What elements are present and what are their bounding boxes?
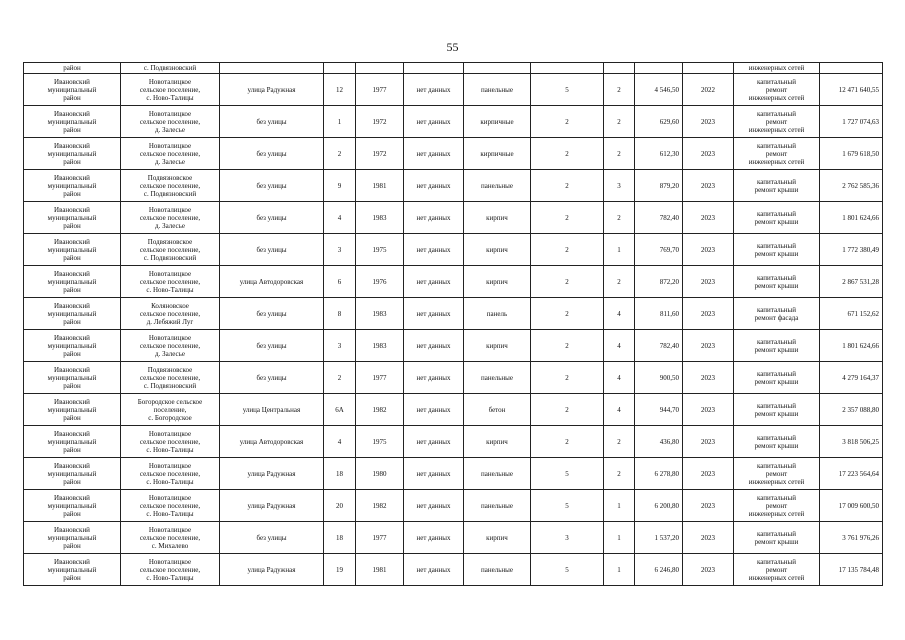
cost-cell: 1 801 624,66 bbox=[820, 330, 883, 362]
district-cell: Ивановский муниципальный район bbox=[24, 490, 121, 522]
table-row bbox=[24, 426, 883, 458]
plan-year-cell: 2023 bbox=[683, 330, 734, 362]
district-cell: Ивановский муниципальный район bbox=[24, 394, 121, 426]
cost-cell: 1 679 618,50 bbox=[820, 138, 883, 170]
data-status-cell: нет данных bbox=[404, 106, 464, 138]
street-cell: без улицы bbox=[220, 522, 324, 554]
wall-material-cell: панельные bbox=[464, 458, 531, 490]
entrances-cell: 2 bbox=[604, 458, 635, 490]
house-number-cell bbox=[324, 63, 356, 74]
entrances-cell: 4 bbox=[604, 330, 635, 362]
table-row bbox=[24, 554, 883, 586]
build-year-cell: 1981 bbox=[356, 554, 404, 586]
work-type-cell: капитальный ремонт крыши bbox=[734, 522, 820, 554]
work-type-cell: капитальный ремонт крыши bbox=[734, 426, 820, 458]
table-row bbox=[24, 106, 883, 138]
settlement-cell: Новоталицкое сельское поселение, с. Ново-Талицы bbox=[121, 74, 220, 106]
wall-material-cell bbox=[464, 63, 531, 74]
settlement-cell: Новоталицкое сельское поселение, с. Ново-Талицы bbox=[121, 554, 220, 586]
table-row bbox=[24, 74, 883, 106]
floors-cell: 2 bbox=[531, 362, 604, 394]
entrances-cell: 4 bbox=[604, 394, 635, 426]
build-year-cell bbox=[356, 63, 404, 74]
street-cell: без улицы bbox=[220, 106, 324, 138]
street-cell: улица Радужная bbox=[220, 490, 324, 522]
house-number-cell: 4 bbox=[324, 426, 356, 458]
street-cell: без улицы bbox=[220, 298, 324, 330]
area-cell: 872,20 bbox=[635, 266, 683, 298]
build-year-cell: 1972 bbox=[356, 106, 404, 138]
plan-year-cell: 2023 bbox=[683, 138, 734, 170]
district-cell: Ивановский муниципальный район bbox=[24, 170, 121, 202]
district-cell: Ивановский муниципальный район bbox=[24, 234, 121, 266]
settlement-cell: Подвязновское сельское поселение, с. Подвязновский bbox=[121, 362, 220, 394]
plan-year-cell: 2023 bbox=[683, 170, 734, 202]
wall-material-cell: кирпичные bbox=[464, 138, 531, 170]
area-cell: 769,70 bbox=[635, 234, 683, 266]
floors-cell: 5 bbox=[531, 74, 604, 106]
work-type-cell: капитальный ремонт крыши bbox=[734, 330, 820, 362]
data-status-cell: нет данных bbox=[404, 330, 464, 362]
plan-year-cell: 2023 bbox=[683, 362, 734, 394]
area-cell: 1 537,20 bbox=[635, 522, 683, 554]
entrances-cell: 2 bbox=[604, 138, 635, 170]
work-type-cell: капитальный ремонт крыши bbox=[734, 266, 820, 298]
entrances-cell: 2 bbox=[604, 202, 635, 234]
data-status-cell: нет данных bbox=[404, 170, 464, 202]
cost-cell: 17 009 600,50 bbox=[820, 490, 883, 522]
floors-cell: 5 bbox=[531, 490, 604, 522]
district-cell: Ивановский муниципальный район bbox=[24, 458, 121, 490]
build-year-cell: 1982 bbox=[356, 394, 404, 426]
work-type-cell: капитальный ремонт крыши bbox=[734, 202, 820, 234]
wall-material-cell: панельные bbox=[464, 490, 531, 522]
wall-material-cell: кирпич bbox=[464, 234, 531, 266]
page-number: 55 bbox=[446, 40, 459, 54]
plan-year-cell: 2022 bbox=[683, 74, 734, 106]
house-number-cell: 3 bbox=[324, 234, 356, 266]
table-row bbox=[24, 394, 883, 426]
entrances-cell: 1 bbox=[604, 234, 635, 266]
housing-repair-table bbox=[23, 62, 883, 586]
district-cell: Ивановский муниципальный район bbox=[24, 330, 121, 362]
house-number-cell: 6А bbox=[324, 394, 356, 426]
house-number-cell: 18 bbox=[324, 458, 356, 490]
wall-material-cell: панельные bbox=[464, 362, 531, 394]
work-type-cell: капитальный ремонт инженерных сетей bbox=[734, 74, 820, 106]
wall-material-cell: панель bbox=[464, 298, 531, 330]
settlement-cell: Богородское сельское поселение, с. Богородское bbox=[121, 394, 220, 426]
street-cell: улица Центральная bbox=[220, 394, 324, 426]
house-number-cell: 4 bbox=[324, 202, 356, 234]
data-status-cell: нет данных bbox=[404, 202, 464, 234]
house-number-cell: 9 bbox=[324, 170, 356, 202]
area-cell: 629,60 bbox=[635, 106, 683, 138]
plan-year-cell: 2023 bbox=[683, 266, 734, 298]
build-year-cell: 1980 bbox=[356, 458, 404, 490]
wall-material-cell: панельные bbox=[464, 554, 531, 586]
data-status-cell: нет данных bbox=[404, 266, 464, 298]
area-cell: 6 278,80 bbox=[635, 458, 683, 490]
settlement-cell: Новоталицкое сельское поселение, д. Залесье bbox=[121, 202, 220, 234]
work-type-cell: капитальный ремонт инженерных сетей bbox=[734, 554, 820, 586]
cost-cell: 3 761 976,26 bbox=[820, 522, 883, 554]
house-number-cell: 20 bbox=[324, 490, 356, 522]
floors-cell: 3 bbox=[531, 522, 604, 554]
table-row bbox=[24, 266, 883, 298]
floors-cell: 2 bbox=[531, 330, 604, 362]
build-year-cell: 1983 bbox=[356, 298, 404, 330]
build-year-cell: 1983 bbox=[356, 330, 404, 362]
district-cell: Ивановский муниципальный район bbox=[24, 522, 121, 554]
build-year-cell: 1982 bbox=[356, 490, 404, 522]
cost-cell: 2 357 088,80 bbox=[820, 394, 883, 426]
data-status-cell: нет данных bbox=[404, 74, 464, 106]
area-cell: 782,40 bbox=[635, 330, 683, 362]
work-type-cell: капитальный ремонт инженерных сетей bbox=[734, 490, 820, 522]
district-cell: Ивановский муниципальный район bbox=[24, 74, 121, 106]
wall-material-cell: кирпич bbox=[464, 426, 531, 458]
street-cell: без улицы bbox=[220, 170, 324, 202]
wall-material-cell: бетон bbox=[464, 394, 531, 426]
data-status-cell: нет данных bbox=[404, 362, 464, 394]
district-cell: Ивановский муниципальный район bbox=[24, 554, 121, 586]
district-cell: Ивановский муниципальный район bbox=[24, 298, 121, 330]
house-number-cell: 12 bbox=[324, 74, 356, 106]
table-row bbox=[24, 330, 883, 362]
district-cell: Ивановский муниципальный район bbox=[24, 202, 121, 234]
plan-year-cell: 2023 bbox=[683, 458, 734, 490]
work-type-cell: капитальный ремонт фасада bbox=[734, 298, 820, 330]
data-status-cell: нет данных bbox=[404, 522, 464, 554]
floors-cell: 2 bbox=[531, 234, 604, 266]
floors-cell: 2 bbox=[531, 170, 604, 202]
cost-cell: 1 801 624,66 bbox=[820, 202, 883, 234]
cost-cell bbox=[820, 63, 883, 74]
build-year-cell: 1975 bbox=[356, 234, 404, 266]
wall-material-cell: кирпич bbox=[464, 266, 531, 298]
street-cell: улица Автодоровская bbox=[220, 426, 324, 458]
plan-year-cell: 2023 bbox=[683, 522, 734, 554]
plan-year-cell: 2023 bbox=[683, 490, 734, 522]
table-row bbox=[24, 490, 883, 522]
floors-cell: 2 bbox=[531, 266, 604, 298]
street-cell: без улицы bbox=[220, 362, 324, 394]
area-cell: 900,50 bbox=[635, 362, 683, 394]
district-cell: Ивановский муниципальный район bbox=[24, 426, 121, 458]
plan-year-cell: 2023 bbox=[683, 106, 734, 138]
area-cell: 811,60 bbox=[635, 298, 683, 330]
table-row bbox=[24, 522, 883, 554]
cost-cell: 3 818 506,25 bbox=[820, 426, 883, 458]
wall-material-cell: кирпич bbox=[464, 522, 531, 554]
settlement-cell: Подвязновское сельское поселение, с. Подвязновский bbox=[121, 170, 220, 202]
street-cell: улица Автодоровская bbox=[220, 266, 324, 298]
build-year-cell: 1977 bbox=[356, 362, 404, 394]
table-row bbox=[24, 138, 883, 170]
table-row bbox=[24, 63, 883, 74]
work-type-cell: капитальный ремонт инженерных сетей bbox=[734, 138, 820, 170]
entrances-cell: 1 bbox=[604, 554, 635, 586]
settlement-cell: Подвязновское сельское поселение, с. Подвязновский bbox=[121, 234, 220, 266]
build-year-cell: 1976 bbox=[356, 266, 404, 298]
entrances-cell: 1 bbox=[604, 522, 635, 554]
area-cell: 612,30 bbox=[635, 138, 683, 170]
cost-cell: 2 867 531,28 bbox=[820, 266, 883, 298]
build-year-cell: 1972 bbox=[356, 138, 404, 170]
floors-cell: 2 bbox=[531, 394, 604, 426]
data-status-cell: нет данных bbox=[404, 394, 464, 426]
house-number-cell: 8 bbox=[324, 298, 356, 330]
settlement-cell: Новоталицкое сельское поселение, д. Залесье bbox=[121, 106, 220, 138]
house-number-cell: 1 bbox=[324, 106, 356, 138]
work-type-cell: капитальный ремонт крыши bbox=[734, 170, 820, 202]
work-type-cell: капитальный ремонт крыши bbox=[734, 394, 820, 426]
plan-year-cell: 2023 bbox=[683, 394, 734, 426]
street-cell: без улицы bbox=[220, 234, 324, 266]
floors-cell: 2 bbox=[531, 202, 604, 234]
plan-year-cell: 2023 bbox=[683, 234, 734, 266]
entrances-cell: 1 bbox=[604, 490, 635, 522]
table-row bbox=[24, 202, 883, 234]
wall-material-cell: кирпич bbox=[464, 202, 531, 234]
area-cell: 879,20 bbox=[635, 170, 683, 202]
area-cell: 782,40 bbox=[635, 202, 683, 234]
data-status-cell: нет данных bbox=[404, 554, 464, 586]
house-number-cell: 3 bbox=[324, 330, 356, 362]
wall-material-cell: кирпичные bbox=[464, 106, 531, 138]
plan-year-cell: 2023 bbox=[683, 202, 734, 234]
floors-cell: 2 bbox=[531, 138, 604, 170]
house-number-cell: 2 bbox=[324, 362, 356, 394]
district-cell: район bbox=[24, 63, 121, 74]
data-status-cell bbox=[404, 63, 464, 74]
data-status-cell: нет данных bbox=[404, 298, 464, 330]
build-year-cell: 1981 bbox=[356, 170, 404, 202]
table-row bbox=[24, 234, 883, 266]
entrances-cell: 2 bbox=[604, 106, 635, 138]
entrances-cell: 4 bbox=[604, 362, 635, 394]
street-cell: улица Радужная bbox=[220, 458, 324, 490]
floors-cell: 2 bbox=[531, 426, 604, 458]
settlement-cell: Новоталицкое сельское поселение, д. Залесье bbox=[121, 330, 220, 362]
wall-material-cell: панельные bbox=[464, 170, 531, 202]
entrances-cell: 3 bbox=[604, 170, 635, 202]
entrances-cell: 4 bbox=[604, 298, 635, 330]
table-body bbox=[24, 63, 883, 586]
street-cell: без улицы bbox=[220, 202, 324, 234]
district-cell: Ивановский муниципальный район bbox=[24, 362, 121, 394]
cost-cell: 1 727 074,63 bbox=[820, 106, 883, 138]
data-status-cell: нет данных bbox=[404, 234, 464, 266]
area-cell: 6 200,80 bbox=[635, 490, 683, 522]
work-type-cell: инженерных сетей bbox=[734, 63, 820, 74]
settlement-cell: Новоталицкое сельское поселение, с. Ново-Талицы bbox=[121, 426, 220, 458]
settlement-cell: Коляновское сельское поселение, д. Лебяжий Луг bbox=[121, 298, 220, 330]
street-cell: улица Радужная bbox=[220, 554, 324, 586]
district-cell: Ивановский муниципальный район bbox=[24, 138, 121, 170]
area-cell: 4 546,50 bbox=[635, 74, 683, 106]
table-row bbox=[24, 298, 883, 330]
plan-year-cell bbox=[683, 63, 734, 74]
street-cell: без улицы bbox=[220, 330, 324, 362]
data-status-cell: нет данных bbox=[404, 138, 464, 170]
house-number-cell: 6 bbox=[324, 266, 356, 298]
work-type-cell: капитальный ремонт инженерных сетей bbox=[734, 458, 820, 490]
area-cell: 436,80 bbox=[635, 426, 683, 458]
street-cell bbox=[220, 63, 324, 74]
cost-cell: 17 135 784,48 bbox=[820, 554, 883, 586]
work-type-cell: капитальный ремонт крыши bbox=[734, 234, 820, 266]
entrances-cell: 2 bbox=[604, 426, 635, 458]
cost-cell: 1 772 380,49 bbox=[820, 234, 883, 266]
table-row bbox=[24, 362, 883, 394]
wall-material-cell: панельные bbox=[464, 74, 531, 106]
cost-cell: 12 471 640,55 bbox=[820, 74, 883, 106]
settlement-cell: Новоталицкое сельское поселение, с. Михалево bbox=[121, 522, 220, 554]
floors-cell: 2 bbox=[531, 106, 604, 138]
entrances-cell: 2 bbox=[604, 266, 635, 298]
table-row bbox=[24, 170, 883, 202]
house-number-cell: 19 bbox=[324, 554, 356, 586]
street-cell: без улицы bbox=[220, 138, 324, 170]
build-year-cell: 1977 bbox=[356, 74, 404, 106]
data-status-cell: нет данных bbox=[404, 490, 464, 522]
floors-cell bbox=[531, 63, 604, 74]
build-year-cell: 1975 bbox=[356, 426, 404, 458]
cost-cell: 2 762 585,36 bbox=[820, 170, 883, 202]
district-cell: Ивановский муниципальный район bbox=[24, 106, 121, 138]
street-cell: улица Радужная bbox=[220, 74, 324, 106]
wall-material-cell: кирпич bbox=[464, 330, 531, 362]
floors-cell: 2 bbox=[531, 298, 604, 330]
house-number-cell: 2 bbox=[324, 138, 356, 170]
settlement-cell: Новоталицкое сельское поселение, с. Ново-Талицы bbox=[121, 266, 220, 298]
area-cell bbox=[635, 63, 683, 74]
table-row bbox=[24, 458, 883, 490]
house-number-cell: 18 bbox=[324, 522, 356, 554]
work-type-cell: капитальный ремонт крыши bbox=[734, 362, 820, 394]
settlement-cell: Новоталицкое сельское поселение, с. Ново-Талицы bbox=[121, 458, 220, 490]
entrances-cell bbox=[604, 63, 635, 74]
data-status-cell: нет данных bbox=[404, 458, 464, 490]
settlement-cell: Новоталицкое сельское поселение, с. Ново-Талицы bbox=[121, 490, 220, 522]
cost-cell: 17 223 564,64 bbox=[820, 458, 883, 490]
plan-year-cell: 2023 bbox=[683, 554, 734, 586]
area-cell: 6 246,80 bbox=[635, 554, 683, 586]
plan-year-cell: 2023 bbox=[683, 426, 734, 458]
district-cell: Ивановский муниципальный район bbox=[24, 266, 121, 298]
cost-cell: 671 152,62 bbox=[820, 298, 883, 330]
settlement-cell: с. Подвязновский bbox=[121, 63, 220, 74]
floors-cell: 5 bbox=[531, 554, 604, 586]
plan-year-cell: 2023 bbox=[683, 298, 734, 330]
settlement-cell: Новоталицкое сельское поселение, д. Залесье bbox=[121, 138, 220, 170]
build-year-cell: 1977 bbox=[356, 522, 404, 554]
build-year-cell: 1983 bbox=[356, 202, 404, 234]
area-cell: 944,70 bbox=[635, 394, 683, 426]
cost-cell: 4 279 164,37 bbox=[820, 362, 883, 394]
floors-cell: 5 bbox=[531, 458, 604, 490]
data-status-cell: нет данных bbox=[404, 426, 464, 458]
work-type-cell: капитальный ремонт инженерных сетей bbox=[734, 106, 820, 138]
entrances-cell: 2 bbox=[604, 74, 635, 106]
